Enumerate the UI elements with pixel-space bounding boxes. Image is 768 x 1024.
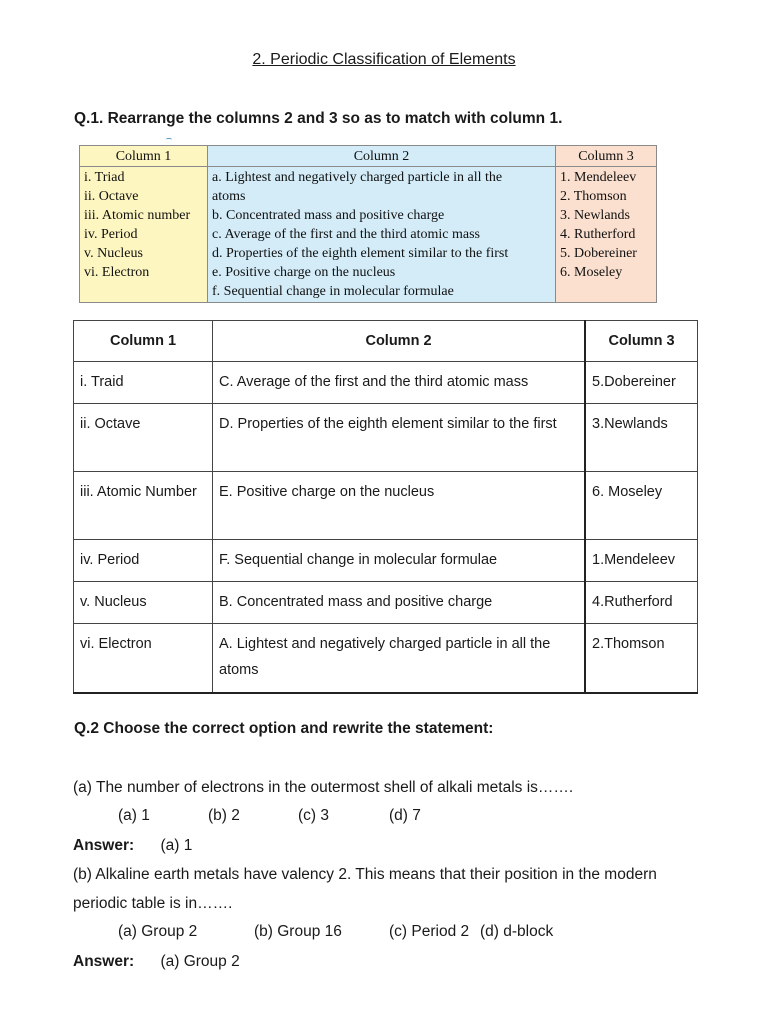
col1-item: ii. Octave — [84, 189, 139, 204]
table-row — [74, 582, 698, 624]
q1-heading: Q.1. Rearrange the columns 2 and 3 so as to match with column 1. — [74, 110, 563, 127]
answer-value: (a) Group 2 — [160, 953, 240, 970]
col2-item: e. Positive charge on the nucleus — [212, 265, 396, 280]
row-col3: 3.Newlands — [585, 404, 698, 472]
q2b-option: (c) Period 2 — [389, 923, 470, 940]
col2-item: atoms — [212, 189, 246, 204]
q2b-option: (b) Group 16 — [254, 923, 342, 940]
table-row — [74, 540, 698, 582]
image-match-table — [79, 145, 657, 303]
row-col1: iv. Period — [74, 540, 213, 582]
image-table-header-3: Column 3 — [556, 146, 657, 167]
col1-item: v. Nucleus — [84, 246, 143, 261]
row-col2: B. Concentrated mass and positive charge — [213, 582, 586, 624]
q2a-question: (a) The number of electrons in the outermost shell of alkali metals is……. — [73, 779, 574, 796]
q2b-question-line2: periodic table is in……. — [73, 895, 233, 912]
q2a-answer-line — [73, 836, 192, 856]
table-row — [74, 404, 698, 472]
answer-table-header-2: Column 2 — [213, 321, 586, 362]
row-col2: C. Average of the first and the third atomic mass — [213, 362, 586, 404]
image-table-header-2: Column 2 — [208, 146, 556, 167]
row-col3: 6. Moseley — [585, 472, 698, 540]
table-row — [74, 624, 698, 694]
row-col3: 2.Thomson — [585, 624, 698, 694]
row-col3: 5.Dobereiner — [585, 362, 698, 404]
decorative-mark — [166, 138, 172, 142]
q2b-option: (a) Group 2 — [118, 923, 198, 940]
col3-item: 6. Moseley — [560, 265, 623, 280]
col1-item: iv. Period — [84, 227, 138, 242]
row-col1: iii. Atomic Number — [74, 472, 213, 540]
col1-item: i. Triad — [84, 170, 125, 185]
col3-item: 2. Thomson — [560, 189, 627, 204]
answer-label: Answer: — [73, 953, 135, 970]
answer-label: Answer: — [73, 837, 135, 854]
row-col2: F. Sequential change in molecular formulae — [213, 540, 586, 582]
row-col1: v. Nucleus — [74, 582, 213, 624]
row-col2: D. Properties of the eighth element similar to the first — [213, 404, 586, 472]
q2-heading: Q.2 Choose the correct option and rewrite the statement: — [74, 720, 494, 737]
row-col2: A. Lightest and negatively charged particle in all the atoms — [213, 624, 586, 694]
row-col2: E. Positive charge on the nucleus — [213, 472, 586, 540]
q2b-question-line1: (b) Alkaline earth metals have valency 2. This means that their position in the modern — [73, 866, 657, 883]
q2a-option: (b) 2 — [208, 807, 240, 824]
row-col1: ii. Octave — [74, 404, 213, 472]
col3-item: 1. Mendeleev — [560, 170, 637, 185]
answer-table-header-3: Column 3 — [585, 321, 698, 362]
image-table-column-2 — [208, 167, 556, 303]
col2-item: f. Sequential change in molecular formulae — [212, 284, 454, 299]
col1-item: iii. Atomic number — [84, 208, 191, 223]
q2b-answer-line — [73, 952, 240, 972]
answer-value: (a) 1 — [160, 837, 193, 854]
q2b-option: (d) d-block — [480, 923, 554, 940]
col3-item: 5. Dobereiner — [560, 246, 637, 261]
image-table-header-1: Column 1 — [80, 146, 208, 167]
col2-item: c. Average of the first and the third atomic mass — [212, 227, 480, 242]
answer-table — [73, 320, 698, 694]
row-col3: 1.Mendeleev — [585, 540, 698, 582]
col2-item: d. Properties of the eighth element similar to the first — [212, 246, 509, 261]
row-col1: vi. Electron — [74, 624, 213, 694]
q2a-option: (a) 1 — [118, 807, 150, 824]
col3-item: 4. Rutherford — [560, 227, 636, 242]
col2-item: b. Concentrated mass and positive charge — [212, 208, 445, 223]
col2-item: a. Lightest and negatively charged particle in all the — [212, 170, 503, 185]
table-row — [74, 362, 698, 404]
q2a-option: (c) 3 — [298, 807, 329, 824]
row-col3: 4.Rutherford — [585, 582, 698, 624]
q2a-option: (d) 7 — [389, 807, 421, 824]
row-col1: i. Traid — [74, 362, 213, 404]
image-table-column-3 — [556, 167, 657, 303]
image-table-column-1 — [80, 167, 208, 303]
col3-item: 3. Newlands — [560, 208, 630, 223]
table-row — [74, 472, 698, 540]
col1-item: vi. Electron — [84, 265, 150, 280]
answer-table-header-1: Column 1 — [74, 321, 213, 362]
page-title: 2. Periodic Classification of Elements — [252, 51, 516, 68]
